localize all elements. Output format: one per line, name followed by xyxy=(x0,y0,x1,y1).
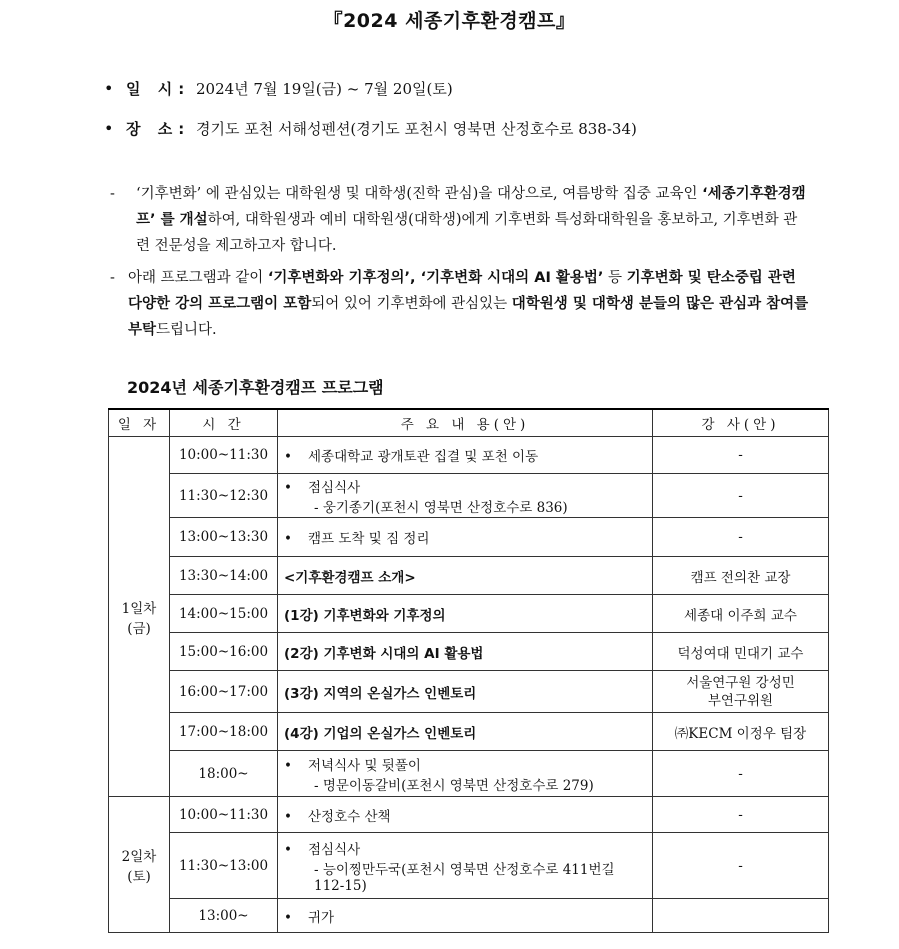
time-cell: 16:00~17:00 xyxy=(170,671,278,713)
time-cell: 13:30~14:00 xyxy=(170,557,278,595)
program-section-title: 2024년 세종기후환경캠프 프로그램 xyxy=(127,378,384,397)
lecturer-cell: 서울연구원 강성민 부연구위원 xyxy=(653,671,829,713)
header-content: 주 요 내 용(안) xyxy=(278,409,653,437)
content-sub: - 웅기종기(포천시 영북면 산정호수로 836) xyxy=(314,499,568,516)
content-cell xyxy=(278,518,653,557)
content-cell xyxy=(278,899,653,933)
dash-marker: - xyxy=(110,270,115,286)
day2-cell: 2일차 (토) xyxy=(109,797,170,933)
time-cell: 13:00~13:30 xyxy=(170,518,278,557)
content-text: 저녁식사 및 뒷풀이 xyxy=(308,757,421,774)
p2-text-e: 되어 있어 기후변화에 관심있는 xyxy=(311,296,512,312)
content-cell: (4강) 기업의 온실가스 인벤토리 xyxy=(278,713,653,751)
p2-text-a: 아래 프로그램과 같이 xyxy=(128,270,268,286)
lecturer-cell: - xyxy=(653,518,829,557)
lecturer-cell: ㈜KECM 이정우 팀장 xyxy=(653,713,829,751)
header-time: 시 간 xyxy=(170,409,278,437)
lecturer-cell: - xyxy=(653,797,829,833)
table-row xyxy=(109,797,829,833)
place-line xyxy=(104,118,637,139)
content-text: 산정호수 산책 xyxy=(308,808,391,825)
p1-text-a: ‘기후변화’ 에 관심있는 대학원생 및 대학생(진학 관심)을 대상으로, 여름방학 집중 교육인 xyxy=(136,186,703,202)
content-cell xyxy=(278,833,653,899)
time-cell: 10:00~11:30 xyxy=(170,437,278,474)
content-cell: (2강) 기후변화 시대의 AI 활용법 xyxy=(278,633,653,671)
content-text: 점심식사 xyxy=(308,841,361,858)
content-text: 점심식사 xyxy=(308,479,361,496)
p1-text-c: 하여, 대학원생과 예비 대학원생(대학생)에게 기후변화 특성화대학원을 홍보하고, 기후변화 관련 전문성을 제고하고자 합니다. xyxy=(136,212,798,254)
bullet-icon: • xyxy=(284,531,292,547)
lecturer-cell: - xyxy=(653,751,829,797)
time-cell: 18:00~ xyxy=(170,751,278,797)
table-row xyxy=(109,751,829,797)
p2-text-d: 기후변화 및 탄소중립 관련 다양한 강의 프로그램이 포함 xyxy=(128,270,796,312)
lecturer-cell: 세종대 이주희 교수 xyxy=(653,595,829,633)
p2-text-f: 대학원생 및 대학생 분들의 많은 관심과 참여를 부탁 xyxy=(128,296,809,338)
p2-text-c: 등 xyxy=(603,270,627,286)
time-cell: 10:00~11:30 xyxy=(170,797,278,833)
lecturer-cell: - xyxy=(653,437,829,474)
content-cell xyxy=(278,437,653,474)
content-text: 세종대학교 광개토관 집결 및 포천 이동 xyxy=(308,449,539,465)
table-row xyxy=(109,557,829,595)
content-cell: (3강) 지역의 온실가스 인벤토리 xyxy=(278,671,653,713)
lecturer-cell: - xyxy=(653,474,829,518)
lecturer-cell xyxy=(653,899,829,933)
time-cell: 14:00~15:00 xyxy=(170,595,278,633)
date-label: 일 시: xyxy=(126,80,191,98)
day1-cell: 1일차 (금) xyxy=(109,437,170,797)
table-row xyxy=(109,833,829,899)
p1-text-b: ‘세종기후환경캠프’ 를 개설 xyxy=(136,186,806,228)
header-day: 일 자 xyxy=(109,409,170,437)
content-cell xyxy=(278,797,653,833)
lecturer-cell: - xyxy=(653,833,829,899)
bullet-icon: • xyxy=(104,79,114,98)
table-header-row xyxy=(109,409,829,437)
table-row xyxy=(109,633,829,671)
time-cell: 11:30~13:00 xyxy=(170,833,278,899)
table-row xyxy=(109,474,829,518)
intro-paragraph-1 xyxy=(110,181,810,259)
table-row xyxy=(109,595,829,633)
place-label: 장 소: xyxy=(126,120,191,138)
table-row xyxy=(109,437,829,474)
p2-text-g: 드립니다. xyxy=(156,322,217,338)
content-cell xyxy=(278,474,653,518)
program-table xyxy=(108,408,829,933)
lecturer-cell: 덕성여대 민대기 교수 xyxy=(653,633,829,671)
time-cell: 17:00~18:00 xyxy=(170,713,278,751)
bullet-icon: • xyxy=(284,808,292,825)
time-cell: 11:30~12:30 xyxy=(170,474,278,518)
bullet-icon: • xyxy=(284,449,292,465)
header-lecturer: 강 사(안) xyxy=(653,409,829,437)
table-row xyxy=(109,671,829,713)
table-row xyxy=(109,713,829,751)
p2-text-b: ‘기후변화와 기후정의’, ‘기후변화 시대의 AI 활용법’ xyxy=(267,270,604,286)
place-value: 경기도 포천 서해성펜션(경기도 포천시 영북면 산정호수로 838-34) xyxy=(196,120,637,138)
bullet-icon: • xyxy=(104,119,114,138)
date-line xyxy=(104,78,453,99)
bullet-icon: • xyxy=(284,841,292,858)
bullet-icon: • xyxy=(284,757,292,774)
dash-marker: - xyxy=(110,186,115,202)
bullet-icon: • xyxy=(284,479,292,496)
document-title: 『2024 세종기후환경캠프』 xyxy=(323,10,576,32)
content-cell: <기후환경캠프 소개> xyxy=(278,557,653,595)
lecturer-cell: 캠프 전의찬 교장 xyxy=(653,557,829,595)
intro-paragraph-2 xyxy=(110,265,810,343)
time-cell: 15:00~16:00 xyxy=(170,633,278,671)
table-row xyxy=(109,518,829,557)
content-text: 캠프 도착 및 짐 정리 xyxy=(308,531,430,547)
content-cell xyxy=(278,751,653,797)
content-cell: (1강) 기후변화와 기후정의 xyxy=(278,595,653,633)
content-sub: - 명문이동갈비(포천시 영북면 산정호수로 279) xyxy=(314,777,594,794)
bullet-icon: • xyxy=(284,909,292,926)
table-row xyxy=(109,899,829,933)
date-value: 2024년 7월 19일(금) ~ 7월 20일(토) xyxy=(196,80,453,98)
time-cell: 13:00~ xyxy=(170,899,278,933)
content-text: 귀가 xyxy=(308,909,335,926)
content-sub: - 능이찡만두국(포천시 영북면 산정호수로 411번길 112-15) xyxy=(314,861,615,894)
